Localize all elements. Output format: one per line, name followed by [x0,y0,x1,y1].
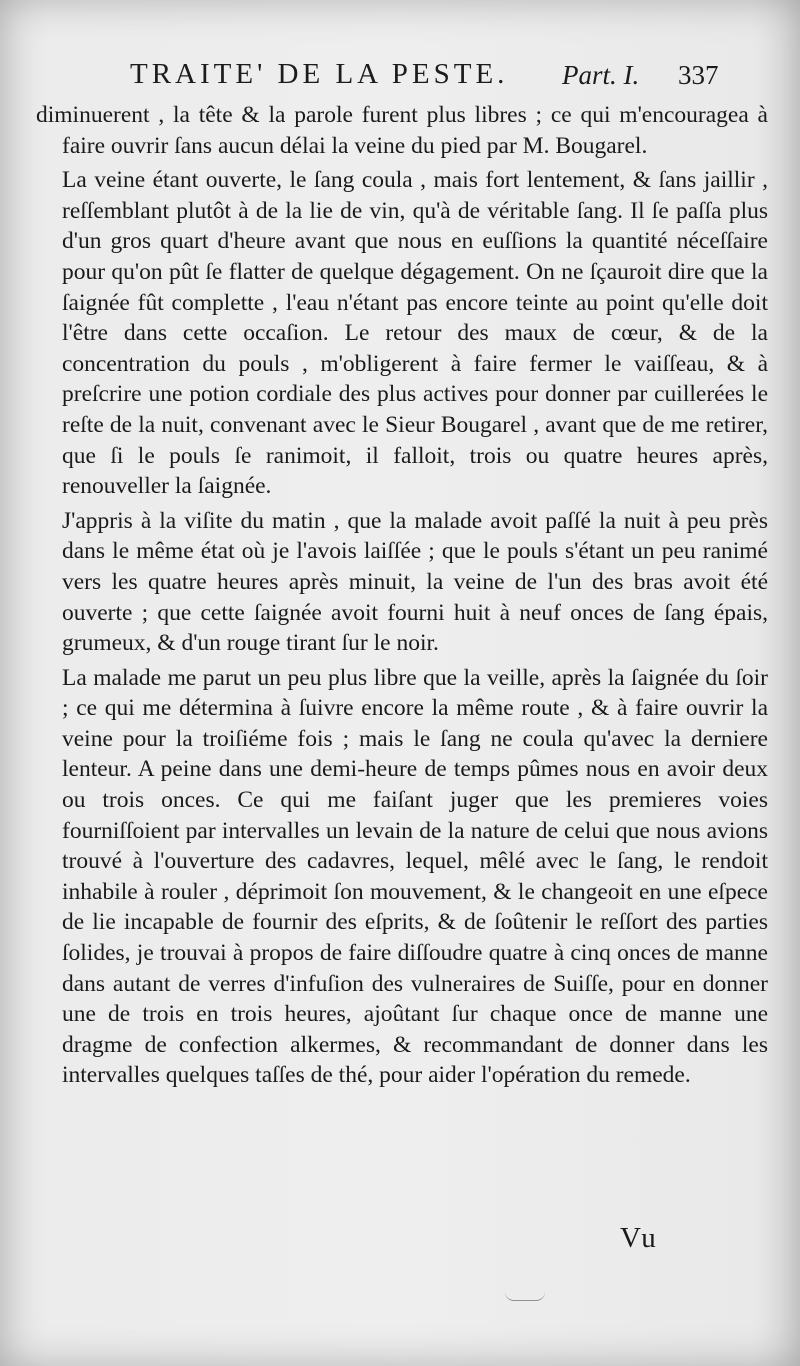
stray-mark [505,1292,545,1301]
paragraph: La veine étant ouverte, le ſang coula , mais fort lentement, & ſans jaillir , reſſemblant plutôt à de la lie de vin, qu'à de véritable ſang. Il ſe paſſa plus d'un gros quart d'heure avant que nous en euſſions la quantité néceſſaire pour qu'on pût ſe flatter de quelque dégagement. On ne ſçauroit dire que la ſaignée fût complette , l'eau n'étant pas encore teinte au point qu'elle doit l'être dans cette occaſion. Le retour des maux de cœur, & de la concentration du pouls , m'obligerent à faire fermer le vaiſſeau, & à preſcrire une potion cordiale des plus actives pour donner par cuillerées le reſte de la nuit, convenant avec le Sieur Bougarel , avant que de me retirer, que ſi le pouls ſe ranimoit, il falloit, trois ou quatre heures après, renouveller la ſaignée. [62,167,768,500]
page-number: 337 [678,60,719,90]
paragraph: La malade me parut un peu plus libre que la veille, après la ſaignée du ſoir ; ce qui me détermina à ſuivre encore la même route , & à faire ouvrir la veine pour la troiſiéme fois ; mais le ſang ne coula qu'avec la derniere lenteur. A peine dans une demi-heure de temps pûmes nous en avoir deux ou trois onces. Ce qui me faiſant juger que les premieres voies fourniſſoient par intervalles un levain de la nature de celui que nous avions trouvé à l'ouverture des cadavres, lequel, mêlé avec le ſang, le rendoit inhabile à rouler , déprimoit ſon mouvement, & le changeoit en une eſpece de lie incapable de fournir des eſprits, & de ſoûtenir le reſſort des parties ſolides, je trouvai à propos de faire diſſoudre quatre à cinq onces de manne dans autant de verres d'infuſion des vulneraires de Suiſſe, pour en donner une de trois en trois heures, ajoûtant ſur chaque once de manne une dragme de confection alkermes, & recommandant de donner dans les intervalles quelques taſſes de thé, pour aider l'opération du remede. [62,664,768,1089]
part-label: Part. I. [562,60,640,90]
page-header [130,58,750,98]
running-title: TRAITE' DE LA PESTE. [130,58,509,90]
paragraph: J'appris à la viſite du matin , que la malade avoit paſſé la nuit à peu près dans le même état où je l'avois laiſſée ; que le pouls s'étant un peu ranimé vers les quatre heures après minuit, la veine de l'un des bras avoit été ouverte ; que cette ſaignée avoit fourni huit à neuf onces de ſang épais, grumeux, & d'un rouge tirant ſur le noir. [62,507,768,657]
body-text [36,100,768,1095]
catchword: Vu [620,1222,658,1254]
paragraph-continued: diminuerent , la tête & la parole furent plus libres ; ce qui m'encouragea à faire ouvrir ſans aucun délai la veine du pied par M. Bougarel. [36,102,768,159]
